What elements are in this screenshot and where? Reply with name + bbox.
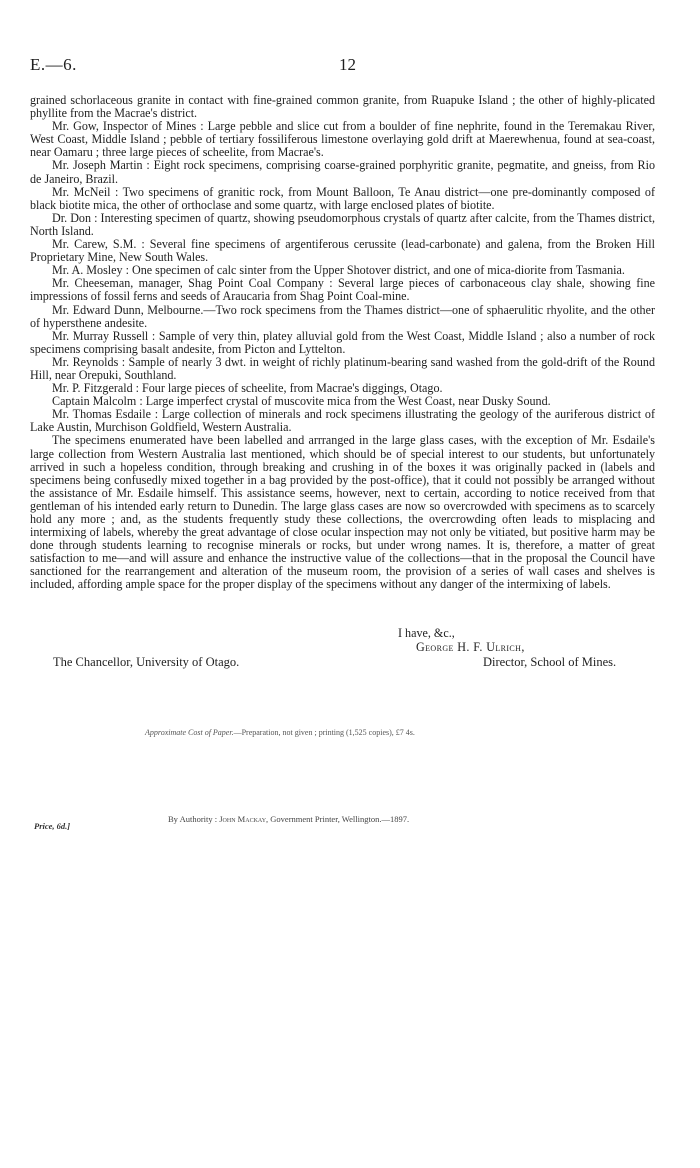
paragraph: Mr. Gow, Inspector of Mines : Large pebble and slice cut from a boulder of fine nephrite, found in the Teremakau River, West Coast, Middle Island ; pebble of tertiary fossiliferous limestone overlaying gold drift at Maerewhenua, found at sea-coast, near Oamaru ; three large pieces of scheelite, from Macrae's. (30, 119, 655, 160)
paragraph: Mr. A. Mosley : One specimen of calc sinter from the Upper Shotover district, and one of mica-diorite from Tasmania. (52, 263, 625, 278)
paragraph: Captain Malcolm : Large imperfect crystal of muscovite mica from the West Coast, near Dusky Sound. (52, 394, 551, 409)
signature-name: George H. F. Ulrich, (416, 640, 525, 654)
report-code: E.—6. (30, 55, 77, 74)
authority-prefix: By Authority : (168, 814, 218, 824)
signature-title: Director, School of Mines. (483, 655, 617, 669)
paragraph: The specimens enumerated have been labelled and arrranged in the large glass cases, with the exception of Mr. Esdaile's large collection from Western Australia last mentioned, which should be of special interest to our students, but unfortunately arrived in such a hopeless condition, through breaking and crushing in of the boxes it was originally packed in (labels and specimens being confusedly mixed together in a bag provided by the post-office), that it could not possibly be arranged without the assistance of Mr. Esdaile himself. This assistance seems, however, next to certain, according to notice received from that gentleman of his intended early return to Dunedin. The large glass cases are now so overcrowded with specimens as to scarcely hold any more ; and, as the students frequently study these collections, the overcrowding often leads to misplacing and intermixing of labels, whereby the great advantage of close ocular inspection may not only be vitiated, but positive harm may be done through students learning to recognise minerals or rocks, but under wrong names. It is, therefore, a matter of great satisfaction to me—and will assure and enhance the instructive value of the collections—that in the proposal the Council have sanctioned for the rearrangement and alteration of the museum room, the provision of a series of wall cases and shelves is included, affording ample space for the proper display of the specimens without any danger of the intermixing of labels. (30, 433, 655, 592)
paragraph: Mr. Murray Russell : Sample of very thin, platey alluvial gold from the West Coast, Middle Island ; also a number of rock specimens comprising basalt andesite, from Picton and Lyttelton. (30, 328, 655, 356)
paragraph: Mr. Reynolds : Sample of nearly 3 dwt. in weight of richly platinum-bearing sand washed from the gold-drift of the Round Hill, near Orepuki, Southland. (30, 354, 655, 382)
paragraph: Mr. Joseph Martin : Eight rock specimens, comprising coarse-grained porphyritic granite, pegmatite, and gneiss, from Rio de Janeiro, Brazil. (30, 158, 655, 186)
cost-note-label: Approximate Cost of Paper. (145, 728, 234, 737)
paragraph: Mr. P. Fitzgerald : Four large pieces of scheelite, from Macrae's diggings, Otago. (52, 381, 443, 396)
cost-note-text: —Preparation, not given ; printing (1,525 copies), £7 4s. (233, 728, 415, 737)
paragraph: Mr. Cheeseman, manager, Shag Point Coal Company : Several large pieces of carbonaceous clay shale, showing fine impressions of fossil ferns and seeds of Araucaria from Shag Point Coal-mine. (30, 276, 655, 304)
body-text (30, 94, 655, 592)
paragraph: Mr. McNeil : Two specimens of granitic rock, from Mount Balloon, Te Anau district—one pre-dominantly composed of black biotite mica, the other of orthoclase and some quartz, with large enclosed plates of biotite. (30, 184, 655, 212)
printer-name: John Mackay, (219, 814, 269, 824)
printer-imprint (168, 814, 409, 824)
paragraph: Dr. Don : Interesting specimen of quartz, showing pseudomorphous crystals of quartz after calcite, from the Thames district, North Island. (30, 210, 655, 238)
page-number: 12 (339, 55, 356, 74)
paragraph: Mr. Edward Dunn, Melbourne.—Two rock specimens from the Thames district—one of sphaerulitic rhyolite, and the other of hypersthene andesite. (30, 302, 655, 330)
addressee: The Chancellor, University of Otago. (53, 655, 240, 669)
authority-suffix: Government Printer, Wellington.—1897. (270, 814, 410, 824)
paragraph: Mr. Carew, S.M. : Several fine specimens of argentiferous cerussite (lead-carbonate) and galena, from the Broken Hill Proprietary Mine, New South Wales. (30, 237, 655, 265)
paragraph: Mr. Thomas Esdaile : Large collection of minerals and rock specimens illustrating the geology of the auriferous district of Lake Austin, Murchison Goldfield, Western Australia. (30, 407, 655, 435)
cost-note (145, 728, 645, 737)
price-note: Price, 6d.] (34, 821, 71, 831)
signature-closing: I have, &c., (398, 626, 455, 640)
paragraph: grained schorlaceous granite in contact with fine-grained common granite, from Ruapuke Island ; the other of highly-plicated phyllite from the Macrae's district. (30, 93, 655, 121)
